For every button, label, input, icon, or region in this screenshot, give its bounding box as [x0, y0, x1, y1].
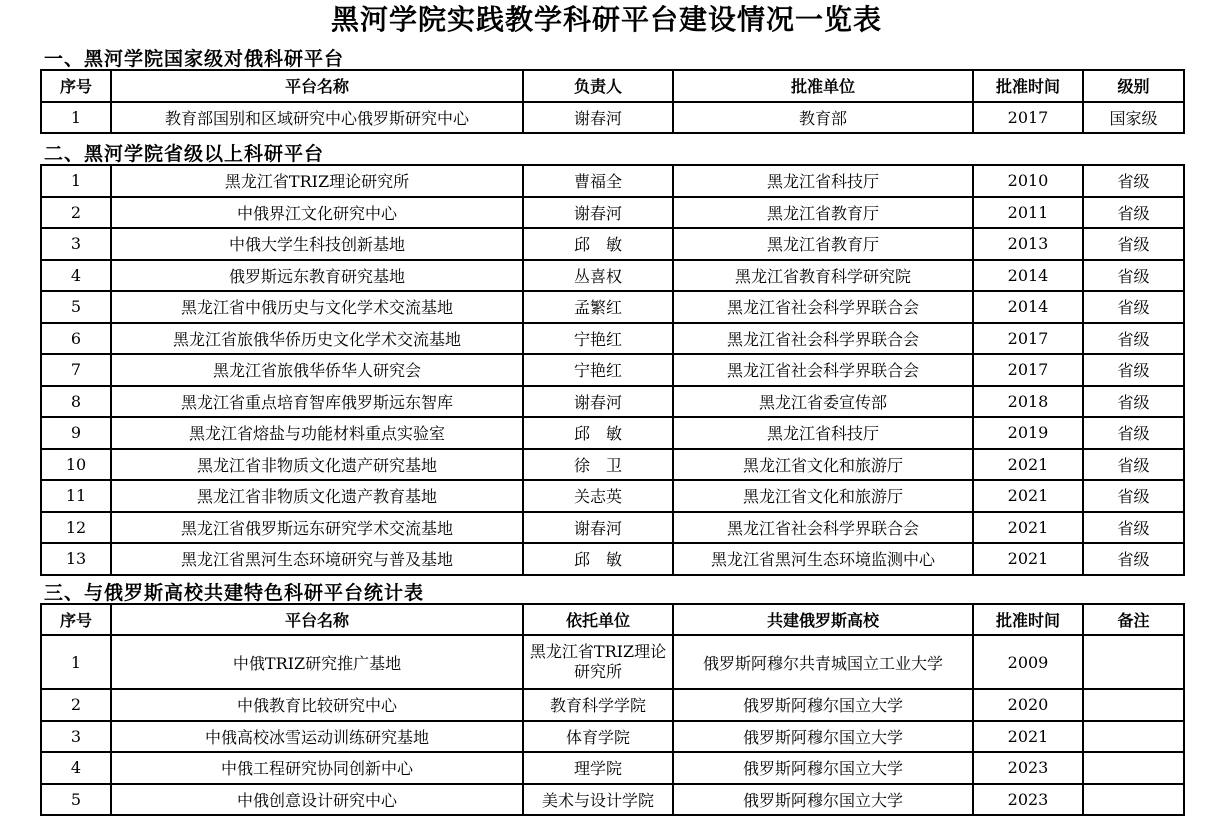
table-cell: 黑龙江省TRIZ理论研究所: [111, 165, 523, 197]
column-header: 平台名称: [111, 70, 523, 102]
cooperation-platforms-table: [40, 603, 1185, 816]
table-cell: 谢春河: [523, 197, 673, 229]
table-cell: 美术与设计学院: [523, 784, 673, 816]
table-cell: 2021: [973, 512, 1083, 544]
table-cell: 关志英: [523, 480, 673, 512]
table-row: [41, 512, 1184, 544]
table-cell: 省级: [1083, 543, 1184, 575]
table-row: [41, 752, 1184, 784]
column-header: 序号: [41, 604, 111, 635]
table-cell: 教育科学学院: [523, 689, 673, 721]
table-cell: 黑龙江省黑河生态环境监测中心: [673, 543, 973, 575]
national-platforms-table: [40, 69, 1185, 134]
table-cell: 2019: [973, 417, 1083, 449]
table-cell: 邱 敏: [523, 543, 673, 575]
table-row: [41, 291, 1184, 323]
table-cell: 黑龙江省科技厅: [673, 165, 973, 197]
table-cell: 中俄高校冰雪运动训练研究基地: [111, 721, 523, 753]
table-cell: [1083, 721, 1184, 753]
table-cell: 黑龙江省重点培育智库俄罗斯远东智库: [111, 386, 523, 418]
table-cell: 2013: [973, 228, 1083, 260]
table-cell: 省级: [1083, 228, 1184, 260]
table-row: [41, 323, 1184, 355]
table-cell: 5: [41, 784, 111, 816]
column-header: 负责人: [523, 70, 673, 102]
column-header: 依托单位: [523, 604, 673, 635]
table-cell: 6: [41, 323, 111, 355]
table-cell: 邱 敏: [523, 417, 673, 449]
table-cell: 2: [41, 197, 111, 229]
table-cell: 省级: [1083, 197, 1184, 229]
table-cell: 2: [41, 689, 111, 721]
table-cell: 2010: [973, 165, 1083, 197]
column-header: 序号: [41, 70, 111, 102]
table-cell: 1: [41, 165, 111, 197]
table-cell: 2009: [973, 635, 1083, 689]
table-cell: 黑龙江省科技厅: [673, 417, 973, 449]
table-cell: 11: [41, 480, 111, 512]
table-cell: 黑龙江省教育科学研究院: [673, 260, 973, 292]
table-cell: 省级: [1083, 386, 1184, 418]
table-cell: 黑龙江省旅俄华侨历史文化学术交流基地: [111, 323, 523, 355]
table-row: [41, 102, 1184, 134]
table-cell: 中俄大学生科技创新基地: [111, 228, 523, 260]
table-cell: 黑龙江省社会科学界联合会: [673, 354, 973, 386]
table-cell: 1: [41, 102, 111, 134]
table-cell: 黑龙江省文化和旅游厅: [673, 480, 973, 512]
table-cell: 省级: [1083, 512, 1184, 544]
table-cell: [1083, 752, 1184, 784]
table-cell: 体育学院: [523, 721, 673, 753]
table-row: [41, 543, 1184, 575]
column-header: 批准时间: [973, 70, 1083, 102]
table-cell: 省级: [1083, 291, 1184, 323]
table-header-row: [41, 70, 1184, 102]
table-row: [41, 228, 1184, 260]
table-row: [41, 480, 1184, 512]
table-row: [41, 689, 1184, 721]
table-row: [41, 197, 1184, 229]
table-cell: 3: [41, 721, 111, 753]
table-cell: 教育部: [673, 102, 973, 134]
table-cell: 曹福全: [523, 165, 673, 197]
column-header: 批准单位: [673, 70, 973, 102]
table-cell: 黑龙江省中俄历史与文化学术交流基地: [111, 291, 523, 323]
table-cell: 2023: [973, 752, 1083, 784]
table-cell: 2021: [973, 449, 1083, 481]
table-cell: 谢春河: [523, 386, 673, 418]
table-cell: 省级: [1083, 417, 1184, 449]
table-cell: 俄罗斯阿穆尔国立大学: [673, 721, 973, 753]
table-cell: 2021: [973, 721, 1083, 753]
table-cell: 2011: [973, 197, 1083, 229]
table-cell: 省级: [1083, 323, 1184, 355]
table-header-row: [41, 604, 1184, 635]
table-row: [41, 784, 1184, 816]
table-cell: 理学院: [523, 752, 673, 784]
table-cell: 俄罗斯阿穆尔国立大学: [673, 752, 973, 784]
table-cell: 黑龙江省非物质文化遗产研究基地: [111, 449, 523, 481]
table-cell: 1: [41, 635, 111, 689]
table-cell: 2017: [973, 102, 1083, 134]
section-heading-provincial: 二、黑河学院省级以上科研平台: [44, 143, 325, 165]
table-cell: 3: [41, 228, 111, 260]
table-row: [41, 260, 1184, 292]
table-cell: 谢春河: [523, 102, 673, 134]
table-cell: 黑龙江省教育厅: [673, 197, 973, 229]
table-row: [41, 635, 1184, 689]
table-cell: 13: [41, 543, 111, 575]
table-cell: 孟繁红: [523, 291, 673, 323]
section-heading-national: 一、黑河学院国家级对俄科研平台: [44, 48, 345, 70]
table-cell: 宁艳红: [523, 323, 673, 355]
table-cell: 黑龙江省TRIZ理论研究所: [523, 635, 673, 689]
table-cell: [1083, 689, 1184, 721]
table-cell: 黑龙江省社会科学界联合会: [673, 512, 973, 544]
table-row: [41, 165, 1184, 197]
table-cell: 7: [41, 354, 111, 386]
table-cell: 12: [41, 512, 111, 544]
table-cell: 4: [41, 260, 111, 292]
table-cell: 徐 卫: [523, 449, 673, 481]
table-cell: 2014: [973, 291, 1083, 323]
table-row: [41, 386, 1184, 418]
column-header: 级别: [1083, 70, 1184, 102]
table-row: [41, 721, 1184, 753]
table-cell: 2021: [973, 543, 1083, 575]
table-cell: 5: [41, 291, 111, 323]
column-header: 批准时间: [973, 604, 1083, 635]
table-cell: 黑龙江省社会科学界联合会: [673, 291, 973, 323]
table-cell: 黑龙江省委宣传部: [673, 386, 973, 418]
table-cell: 4: [41, 752, 111, 784]
table-cell: 中俄工程研究协同创新中心: [111, 752, 523, 784]
table-cell: 谢春河: [523, 512, 673, 544]
table-cell: 黑龙江省社会科学界联合会: [673, 323, 973, 355]
table-cell: 2020: [973, 689, 1083, 721]
table-cell: 2017: [973, 323, 1083, 355]
table-cell: 9: [41, 417, 111, 449]
table-cell: 省级: [1083, 449, 1184, 481]
table-cell: 丛喜权: [523, 260, 673, 292]
table-row: [41, 417, 1184, 449]
column-header: 共建俄罗斯高校: [673, 604, 973, 635]
table-cell: [1083, 784, 1184, 816]
table-cell: 黑龙江省非物质文化遗产教育基地: [111, 480, 523, 512]
table-cell: 省级: [1083, 480, 1184, 512]
column-header: 备注: [1083, 604, 1184, 635]
table-cell: 省级: [1083, 165, 1184, 197]
table-cell: 2017: [973, 354, 1083, 386]
table-cell: 省级: [1083, 354, 1184, 386]
table-cell: 黑龙江省教育厅: [673, 228, 973, 260]
table-cell: 2021: [973, 480, 1083, 512]
table-cell: 国家级: [1083, 102, 1184, 134]
table-cell: 8: [41, 386, 111, 418]
column-header: 平台名称: [111, 604, 523, 635]
page-title: 黑河学院实践教学科研平台建设情况一览表: [330, 3, 882, 36]
table-cell: 宁艳红: [523, 354, 673, 386]
table-cell: 中俄界江文化研究中心: [111, 197, 523, 229]
table-cell: 黑龙江省黑河生态环境研究与普及基地: [111, 543, 523, 575]
table-cell: 中俄教育比较研究中心: [111, 689, 523, 721]
table-row: [41, 449, 1184, 481]
table-cell: 省级: [1083, 260, 1184, 292]
table-cell: 邱 敏: [523, 228, 673, 260]
table-cell: 黑龙江省熔盐与功能材料重点实验室: [111, 417, 523, 449]
table-cell: 俄罗斯远东教育研究基地: [111, 260, 523, 292]
provincial-platforms-table: [40, 164, 1185, 576]
table-cell: 中俄创意设计研究中心: [111, 784, 523, 816]
table-cell: 2014: [973, 260, 1083, 292]
table-cell: 黑龙江省俄罗斯远东研究学术交流基地: [111, 512, 523, 544]
table-cell: 2023: [973, 784, 1083, 816]
table-cell: 俄罗斯阿穆尔共青城国立工业大学: [673, 635, 973, 689]
section-heading-cooperation: 三、与俄罗斯高校共建特色科研平台统计表: [44, 582, 425, 604]
table-cell: 黑龙江省文化和旅游厅: [673, 449, 973, 481]
table-cell: 俄罗斯阿穆尔国立大学: [673, 784, 973, 816]
table-cell: 教育部国别和区域研究中心俄罗斯研究中心: [111, 102, 523, 134]
table-row: [41, 354, 1184, 386]
table-cell: 2018: [973, 386, 1083, 418]
table-cell: [1083, 635, 1184, 689]
table-cell: 俄罗斯阿穆尔国立大学: [673, 689, 973, 721]
table-cell: 黑龙江省旅俄华侨华人研究会: [111, 354, 523, 386]
table-cell: 10: [41, 449, 111, 481]
table-cell: 中俄TRIZ研究推广基地: [111, 635, 523, 689]
